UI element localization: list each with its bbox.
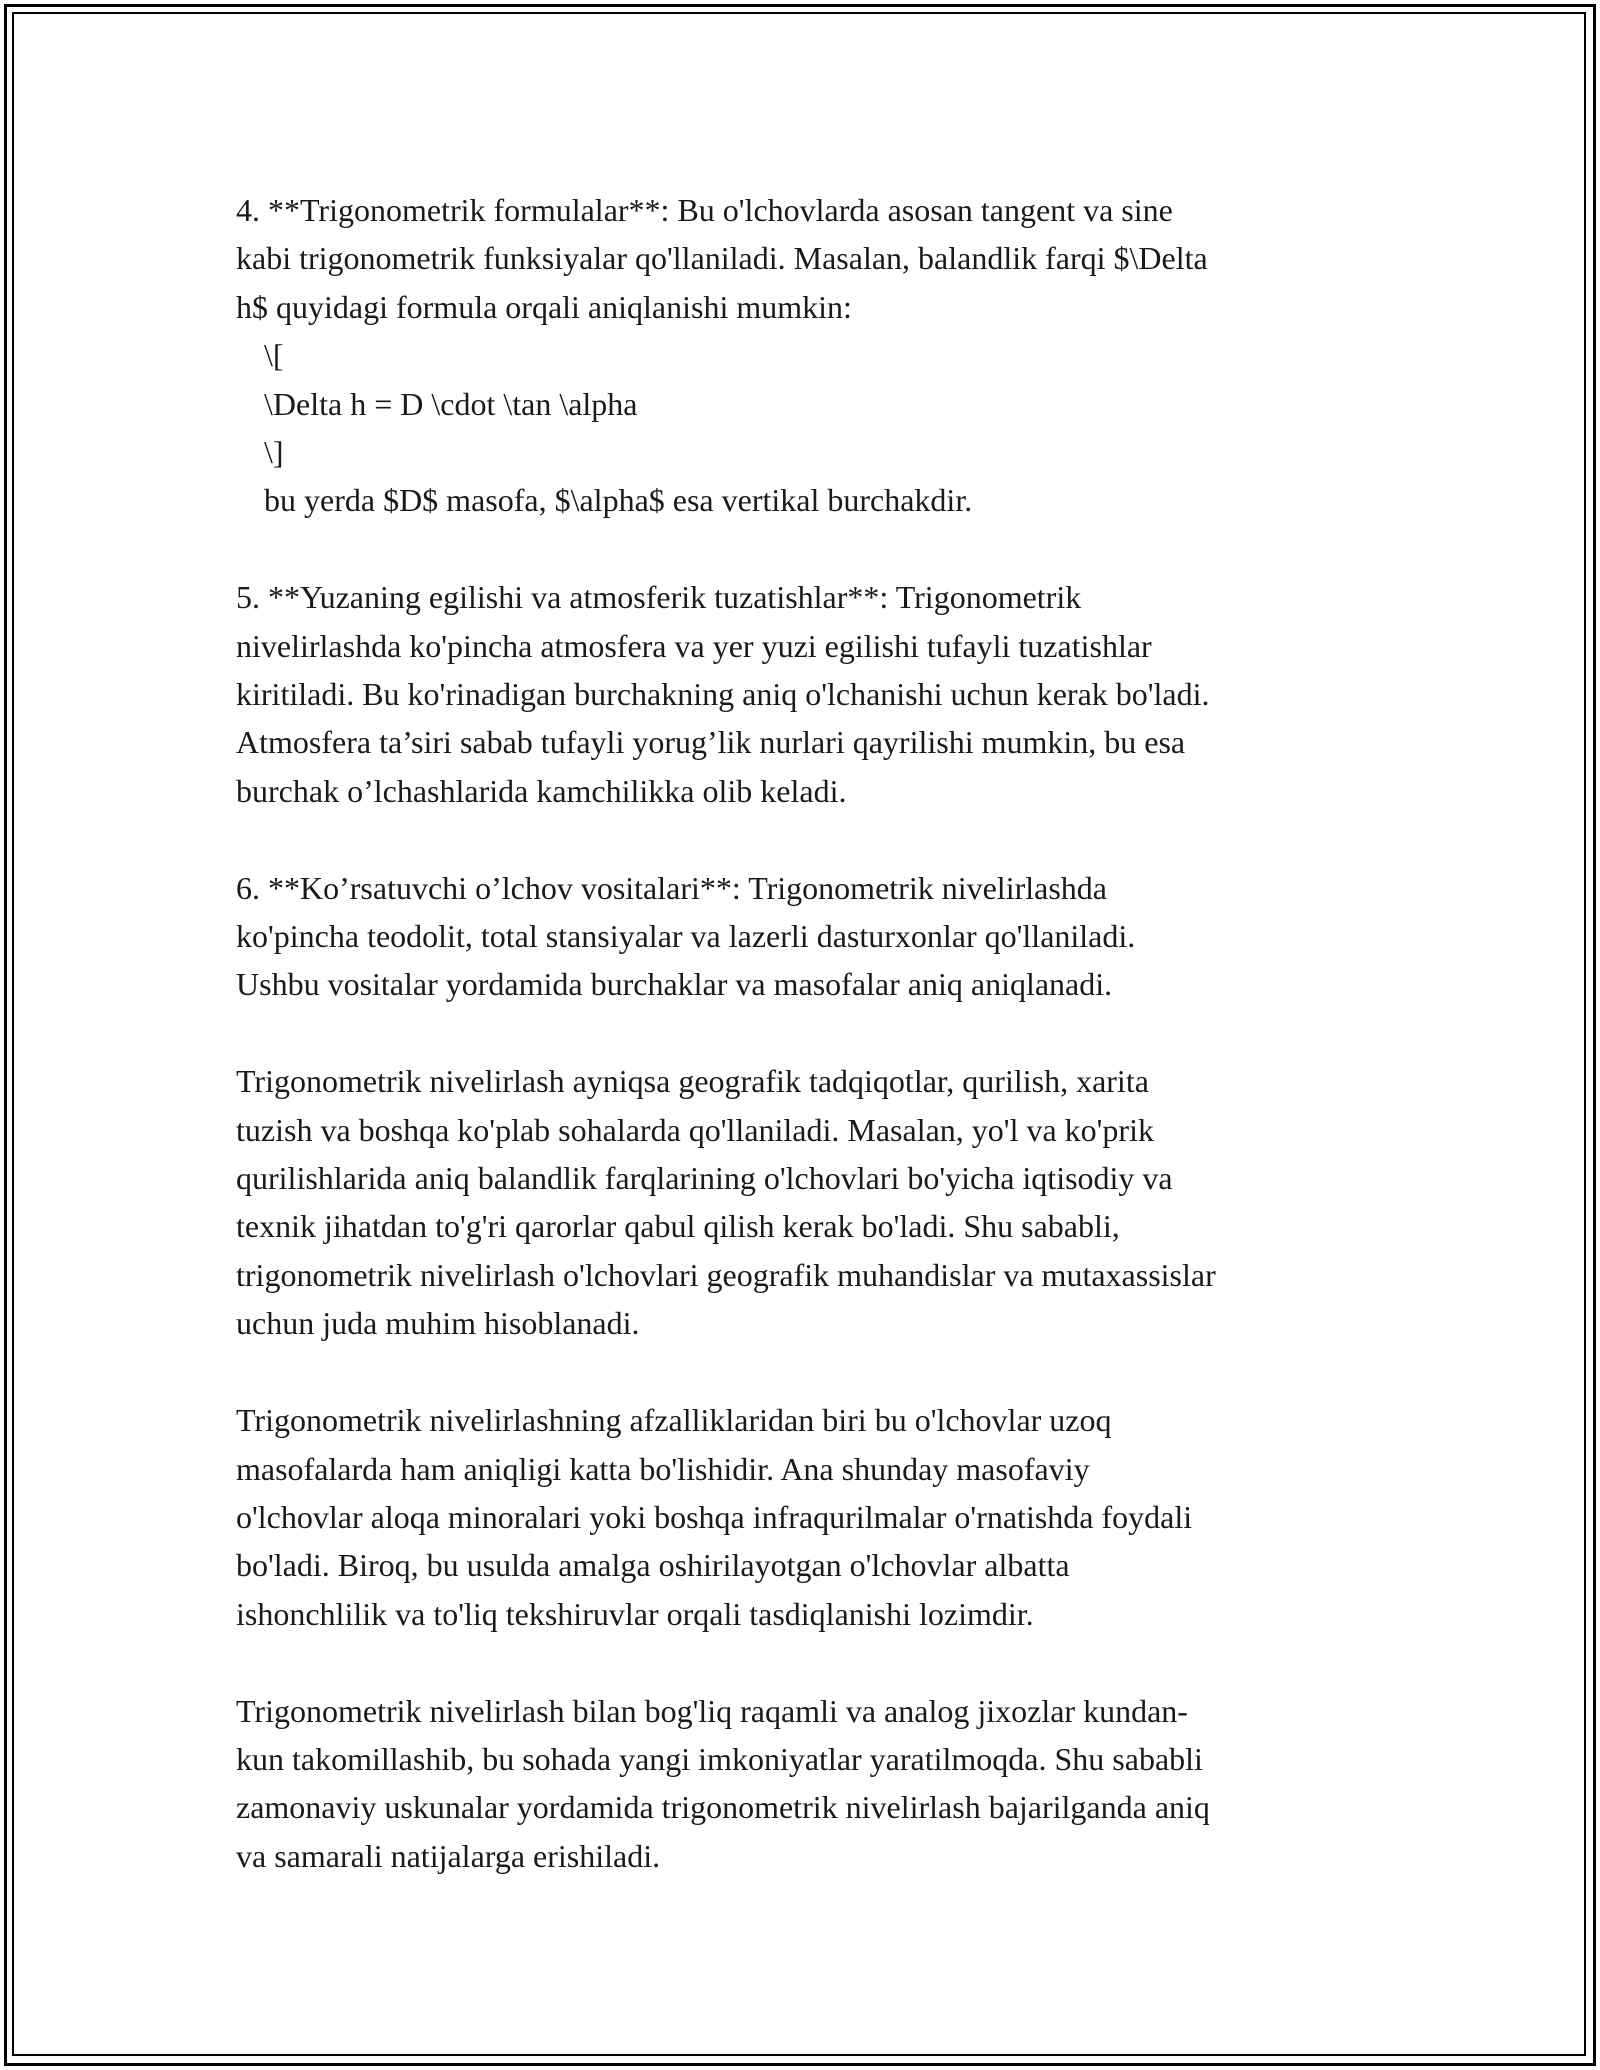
text-line: Trigonometrik nivelirlash ayniqsa geografik tadqiqotlar, qurilish, xarita <box>236 1063 1149 1100</box>
text-line: 5. **Yuzaning egilishi va atmosferik tuzatishlar**: Trigonometrik <box>236 579 1082 616</box>
paragraph-applications <box>236 1057 1366 1347</box>
text-line: bo'ladi. Biroq, bu usulda amalga oshirilayotgan o'lchovlar albatta <box>236 1547 1070 1584</box>
text-line: uchun juda muhim hisoblanadi. <box>236 1305 640 1342</box>
formula-expression: \Delta h = D \cdot \tan \alpha <box>264 385 638 422</box>
paragraph-trigonometric-formulas <box>236 186 1366 525</box>
text-line: tuzish va boshqa ko'plab sohalarda qo'llaniladi. Masalan, yo'l va ko'prik <box>236 1111 1154 1148</box>
paragraph-measuring-instruments <box>236 864 1366 1009</box>
text-line: burchak o’lchashlarida kamchilikka olib keladi. <box>236 772 847 809</box>
text-line: 4. **Trigonometrik formulalar**: Bu o'lchovlarda asosan tangent va sine <box>236 192 1173 228</box>
text-line: o'lchovlar aloqa minoralari yoki boshqa infraqurilmalar o'rnatishda foydali <box>236 1498 1193 1535</box>
text-line: zamonaviy uskunalar yordamida trigonometrik nivelirlash bajarilganda aniq <box>236 1789 1210 1826</box>
text-line: Atmosfera ta’siri sabab tufayli yorug’lik nurlari qayrilishi mumkin, bu esa <box>236 724 1186 761</box>
text-line: Trigonometrik nivelirlash bilan bog'liq raqamli va analog jixozlar kundan- <box>236 1692 1188 1729</box>
text-line: qurilishlarida aniq balandlik farqlarining o'lchovlari bo'yicha iqtisodiy va <box>236 1160 1173 1197</box>
text-line: kabi trigonometrik funksiyalar qo'llaniladi. Masalan, balandlik farqi $\Delta <box>236 240 1208 277</box>
text-line: kiritiladi. Bu ko'rinadigan burchakning aniq o'lchanishi uchun kerak bo'ladi. <box>236 676 1210 713</box>
text-line: nivelirlashda ko'pincha atmosfera va yer yuzi egilishi tufayli tuzatishlar <box>236 627 1152 664</box>
document-body <box>236 186 1366 1929</box>
text-line: 6. **Ko’rsatuvchi o’lchov vositalari**: Trigonometrik nivelirlashda <box>236 869 1107 906</box>
formula-close-bracket: \] <box>264 434 284 471</box>
paragraph-advantages <box>236 1396 1366 1638</box>
text-line: masofalarda ham aniqligi katta bo'lishidir. Ana shunday masofaviy <box>236 1450 1090 1487</box>
paragraph-modern-equipment <box>236 1687 1366 1881</box>
text-line: texnik jihatdan to'g'ri qarorlar qabul qilish kerak bo'ladi. Shu sababli, <box>236 1208 1120 1245</box>
text-line: h$ quyidagi formula orqali aniqlanishi mumkin: <box>236 288 852 325</box>
text-line: kun takomillashib, bu sohada yangi imkoniyatlar yaratilmoqda. Shu sababli <box>236 1740 1203 1777</box>
text-line: trigonometrik nivelirlash o'lchovlari geografik muhandislar va mutaxassislar <box>236 1256 1216 1293</box>
formula-open-bracket: \[ <box>264 337 284 374</box>
text-line: va samarali natijalarga erishiladi. <box>236 1837 661 1874</box>
text-line: ishonchlilik va to'liq tekshiruvlar orqali tasdiqlanishi lozimdir. <box>236 1595 1034 1632</box>
text-line: Ushbu vositalar yordamida burchaklar va masofalar aniq aniqlanadi. <box>236 966 1113 1003</box>
text-line: ko'pincha teodolit, total stansiyalar va lazerli dasturxonlar qo'llaniladi. <box>236 918 1136 955</box>
paragraph-surface-curvature <box>236 573 1366 815</box>
text-line: Trigonometrik nivelirlashning afzalliklaridan biri bu o'lchovlar uzoq <box>236 1402 1112 1439</box>
formula-explanation: bu yerda $D$ masofa, $\alpha$ esa vertikal burchakdir. <box>264 482 973 519</box>
